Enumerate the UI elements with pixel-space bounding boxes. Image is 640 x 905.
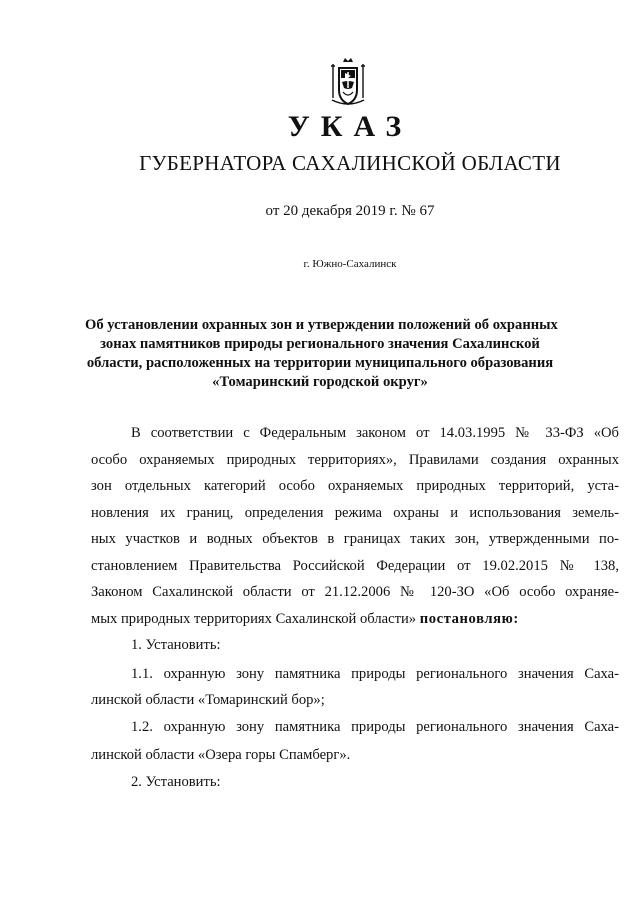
coat-of-arms-icon [319, 52, 377, 110]
item-2: 2. Установить: [131, 773, 221, 790]
preamble-line: особо охраняемых природных территориях», Правилами создания охранных [91, 451, 619, 468]
document-city: г. Южно-Сахалинск [303, 258, 397, 270]
issuer-title: ГУБЕРНАТОРА САХАЛИНСКОЙ ОБЛАСТИ [139, 151, 561, 175]
preamble-line: новления их границ, определения режима охраны и использования земель- [91, 504, 619, 521]
document-body [91, 420, 619, 797]
preamble-line: Законом Сахалинской области от 21.12.2006 № 120-ЗО «Об особо охраняе- [91, 584, 619, 600]
preamble-last-text: мых природных территориях Сахалинской области» [91, 610, 417, 627]
item-1-2-line: 1.2. охранную зону памятника природы регионального значения Саха- [131, 718, 619, 735]
item-1-2-line: линской области «Озера горы Спамберг». [91, 747, 351, 763]
preamble-line-last [91, 606, 619, 633]
heading-line: Об установлении охранных зон и утверждении положений об охранных [85, 317, 558, 333]
item-1-1-line: линской области «Томаринский бор»; [91, 692, 325, 708]
preamble-line: становлением Правительства Российской Федерации от 19.02.2015 № 138, [91, 557, 619, 574]
preamble-line: ных участков и водных объектов в границах таких зон, утвержденными по- [91, 531, 619, 547]
decree-word: постановляю: [419, 610, 519, 627]
preamble-line: В соответствии с Федеральным законом от 14.03.1995 № 33-ФЗ «Об [131, 425, 619, 441]
heading-line: зонах памятников природы регионального значения Сахалинской [100, 336, 540, 352]
item-1-1-line: 1.1. охранную зону памятника природы регионального значения Саха- [131, 665, 619, 682]
document-title: УКАЗ [287, 110, 413, 143]
heading-line: области, расположенных на территории муниципального образования [86, 355, 554, 371]
document-heading [85, 316, 558, 392]
item-1: 1. Установить: [131, 637, 221, 653]
preamble-line: зон отдельных категорий особо охраняемых природных территорий, уста- [91, 478, 619, 494]
heading-line: «Томаринский городской округ» [212, 374, 428, 390]
document-date-number: от 20 декабря 2019 г. № 67 [265, 203, 435, 219]
